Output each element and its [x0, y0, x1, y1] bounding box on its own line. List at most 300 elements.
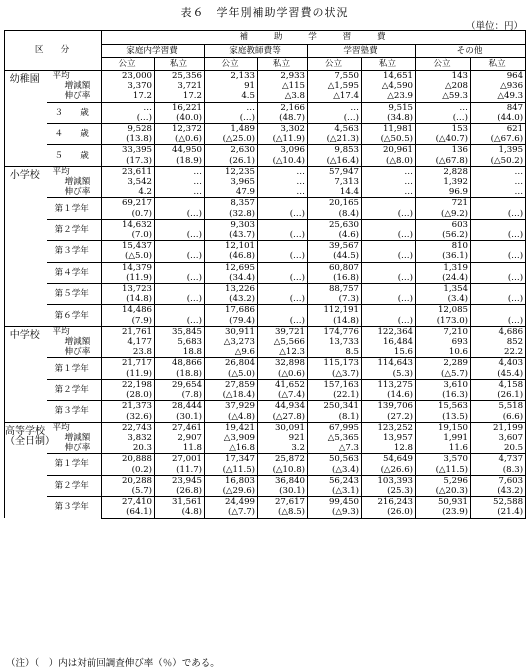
cell-value: 20,165 — [308, 198, 362, 209]
summary-row — [5, 433, 526, 443]
cell-value: … — [416, 102, 471, 113]
cell-rate: (45.4) — [471, 369, 526, 380]
row-label-rate: 伸び率 — [47, 91, 102, 102]
cell-rate: (14.8) — [102, 294, 155, 305]
group-row — [5, 145, 526, 156]
cell-rate: (…) — [258, 273, 308, 284]
cell-value: 14,379 — [102, 262, 155, 273]
summary-row — [5, 177, 526, 187]
cell-rate: (16.8) — [308, 273, 362, 284]
cell-value: 25,872 — [258, 454, 308, 465]
cell-rate: (18.8) — [155, 369, 205, 380]
cell-rate: (26.8) — [155, 486, 205, 497]
group-label: 第２学年 — [47, 219, 102, 240]
cell-value: 5,518 — [471, 401, 526, 412]
cell-rate: (7.3) — [308, 294, 362, 305]
cell-value: … — [471, 177, 526, 187]
cell-value: 1,392 — [416, 177, 471, 187]
cell-rate: (△3.4) — [308, 465, 362, 476]
table-header — [5, 31, 526, 71]
cell-value: 18.8 — [155, 347, 205, 358]
cell-value: 3,302 — [258, 124, 308, 135]
cell-value: 216,243 — [362, 497, 416, 508]
cell-rate: (18.9) — [155, 156, 205, 167]
cell-value: 3,570 — [416, 454, 471, 465]
cell-rate: (…) — [471, 316, 526, 327]
cell-value: 157,163 — [308, 379, 362, 390]
cell-rate: (…) — [102, 113, 155, 124]
cell-value: 69,217 — [102, 198, 155, 209]
cell-value — [155, 262, 205, 273]
cell-value: 9,853 — [308, 145, 362, 156]
cell-rate: (△20.3) — [416, 486, 471, 497]
cell-value — [258, 198, 308, 209]
cell-value: △936 — [471, 81, 526, 91]
cell-value: 15,437 — [102, 241, 155, 252]
cell-value: 20.5 — [471, 443, 526, 454]
cell-rate: (30.1) — [155, 412, 205, 423]
cell-value: … — [308, 102, 362, 113]
cell-rate: (△67.6) — [471, 134, 526, 145]
cell-rate: (43.2) — [205, 294, 258, 305]
cell-value: 67,995 — [308, 422, 362, 433]
cell-value: 847 — [471, 102, 526, 113]
cell-rate: (…) — [471, 251, 526, 262]
cell-value: … — [362, 166, 416, 177]
cell-rate: (△10.8) — [258, 465, 308, 476]
cell-value: 12.8 — [362, 443, 416, 454]
cell-value: 57,947 — [308, 166, 362, 177]
cell-rate: (…) — [258, 251, 308, 262]
expenses-table-wrapper — [4, 30, 526, 519]
cell-value: 19,150 — [416, 422, 471, 433]
cell-value: … — [155, 166, 205, 177]
cell-value: 30,911 — [205, 326, 258, 337]
row-label-avg: 平均 — [47, 326, 102, 337]
cell-value: 13,226 — [205, 284, 258, 295]
group-label: 第２学年 — [47, 475, 102, 496]
cell-value — [471, 219, 526, 230]
cell-rate: (△29.6) — [205, 486, 258, 497]
cell-rate: (…) — [258, 230, 308, 241]
cell-rate: (…) — [155, 294, 205, 305]
cell-rate: (△18.4) — [205, 390, 258, 401]
section-label-text: 中学校 — [9, 329, 40, 341]
cell-value: 8,357 — [205, 198, 258, 209]
cell-rate: (24.4) — [416, 273, 471, 284]
cell-value: 10.6 — [416, 347, 471, 358]
cell-rate: (11.9) — [102, 273, 155, 284]
cell-rate: (△7.7) — [205, 507, 258, 518]
cell-value: 23,611 — [102, 166, 155, 177]
cell-value: 16,221 — [155, 102, 205, 113]
cell-rate: (△50.2) — [471, 156, 526, 167]
cell-value: 3,965 — [205, 177, 258, 187]
cell-value — [471, 284, 526, 295]
cell-rate: (△7.4) — [258, 390, 308, 401]
cell-rate: (11.7) — [155, 465, 205, 476]
group-row — [5, 401, 526, 412]
cell-rate: (△8.0) — [362, 156, 416, 167]
cell-rate: (21.4) — [471, 507, 526, 518]
summary-row — [5, 337, 526, 347]
cell-rate: (△16.4) — [308, 156, 362, 167]
cell-value: △59.3 — [416, 91, 471, 102]
cell-value — [155, 219, 205, 230]
cell-value: 2,166 — [258, 102, 308, 113]
cell-value: 621 — [471, 124, 526, 135]
cell-value: 54,649 — [362, 454, 416, 465]
cell-value: 7,603 — [471, 475, 526, 486]
group-row — [5, 454, 526, 465]
sub-header-public: 公立 — [102, 58, 155, 71]
group-label: ４ 歳 — [47, 124, 102, 145]
cell-value: 153 — [416, 124, 471, 135]
cell-value — [155, 198, 205, 209]
cell-value: 35,845 — [155, 326, 205, 337]
cell-value — [471, 262, 526, 273]
cell-value: 13,733 — [308, 337, 362, 347]
cell-value: 2,828 — [416, 166, 471, 177]
cell-value — [155, 284, 205, 295]
cell-value: 2,933 — [258, 71, 308, 82]
cell-value: 810 — [416, 241, 471, 252]
cell-rate: (4.6) — [308, 230, 362, 241]
cell-value: 721 — [416, 198, 471, 209]
cell-value: 1,319 — [416, 262, 471, 273]
cell-value: 4,563 — [308, 124, 362, 135]
cell-rate: (14.6) — [362, 390, 416, 401]
cell-value: △3,909 — [205, 433, 258, 443]
cell-rate: (17.3) — [102, 156, 155, 167]
cell-value: 41,652 — [258, 379, 308, 390]
cell-rate: (△4.8) — [205, 412, 258, 423]
section-label — [5, 326, 47, 422]
cell-value: 8.5 — [308, 347, 362, 358]
cell-value — [258, 241, 308, 252]
summary-row — [5, 91, 526, 102]
cell-value: … — [471, 166, 526, 177]
cell-value: 17,686 — [205, 305, 258, 316]
cell-value: 32,898 — [258, 358, 308, 369]
section-label-text: 小学校 — [9, 169, 40, 181]
cell-value: 19,421 — [205, 422, 258, 433]
cell-rate: (△9.3) — [308, 507, 362, 518]
cell-value: △12.3 — [258, 347, 308, 358]
cell-value: 1,354 — [416, 284, 471, 295]
cell-rate: (34.4) — [205, 273, 258, 284]
cell-rate: (…) — [362, 273, 416, 284]
cell-value: 12,695 — [205, 262, 258, 273]
cell-rate: (△27.8) — [258, 412, 308, 423]
cell-value: 22,743 — [102, 422, 155, 433]
cell-value: 20,888 — [102, 454, 155, 465]
cell-rate: (△40.7) — [416, 134, 471, 145]
cell-rate: (…) — [362, 230, 416, 241]
cell-value: 60,807 — [308, 262, 362, 273]
group-row — [5, 198, 526, 209]
cell-value — [258, 262, 308, 273]
cell-rate: (5.3) — [362, 369, 416, 380]
group-label: 第６学年 — [47, 305, 102, 326]
cell-value: 136 — [416, 145, 471, 156]
row-label-inc: 増減額 — [47, 337, 102, 347]
cell-rate: (56.2) — [416, 230, 471, 241]
group-label: 第４学年 — [47, 262, 102, 283]
group-label: 第３学年 — [47, 241, 102, 262]
cell-value: △3.8 — [258, 91, 308, 102]
col-header-other: その他 — [416, 45, 526, 58]
cell-rate: (5.7) — [102, 486, 155, 497]
cell-value: 22,198 — [102, 379, 155, 390]
group-label: 第１学年 — [47, 358, 102, 379]
cell-value: 11.8 — [155, 443, 205, 454]
cell-value: … — [102, 102, 155, 113]
cell-value: 27,859 — [205, 379, 258, 390]
cell-value: 114,643 — [362, 358, 416, 369]
cell-rate: (6.6) — [471, 412, 526, 423]
cell-rate: (32.6) — [102, 412, 155, 423]
cell-value — [155, 305, 205, 316]
cell-rate: (40.0) — [155, 113, 205, 124]
cell-value: 12,085 — [416, 305, 471, 316]
group-label: 第１学年 — [47, 454, 102, 475]
section-label-sub: （全日制） — [5, 435, 55, 447]
cell-rate: (32.8) — [205, 209, 258, 220]
summary-row — [5, 422, 526, 433]
row-label-rate: 伸び率 — [47, 347, 102, 358]
summary-row — [5, 326, 526, 337]
cell-rate: (26.0) — [362, 507, 416, 518]
cell-rate: (79.4) — [205, 316, 258, 327]
cell-value — [155, 241, 205, 252]
cell-value: 12,372 — [155, 124, 205, 135]
cell-value: 37,929 — [205, 401, 258, 412]
cell-value: △3,273 — [205, 337, 258, 347]
cell-rate: (…) — [258, 316, 308, 327]
group-label: 第３学年 — [47, 401, 102, 422]
cell-value: △49.3 — [471, 91, 526, 102]
col-header-tutor: 家庭教師費等 — [205, 45, 308, 58]
cell-value: 96.9 — [416, 187, 471, 198]
group-row — [5, 305, 526, 316]
cell-rate: (△0.6) — [155, 134, 205, 145]
row-label-rate: 伸び率 — [47, 187, 102, 198]
cell-rate: (…) — [416, 113, 471, 124]
cell-rate: (16.3) — [416, 390, 471, 401]
cell-value: … — [258, 187, 308, 198]
cell-value: 20,961 — [362, 145, 416, 156]
group-row — [5, 379, 526, 390]
cell-value: 3,721 — [155, 81, 205, 91]
cell-value: 103,393 — [362, 475, 416, 486]
cell-value: 1,395 — [471, 145, 526, 156]
cell-rate: (43.7) — [205, 230, 258, 241]
cell-value: 30,091 — [258, 422, 308, 433]
group-row — [5, 475, 526, 486]
cell-value — [258, 305, 308, 316]
cell-rate: (…) — [155, 230, 205, 241]
group-row — [5, 497, 526, 508]
cell-value: 12,101 — [205, 241, 258, 252]
section-label — [5, 166, 47, 326]
cell-value: 4,158 — [471, 379, 526, 390]
cell-value: 25,356 — [155, 71, 205, 82]
cell-value: 48,866 — [155, 358, 205, 369]
cell-value: 852 — [471, 337, 526, 347]
cell-rate: (△3.7) — [308, 369, 362, 380]
cell-value: 50,931 — [416, 497, 471, 508]
cell-rate: (0.2) — [102, 465, 155, 476]
cell-value: 2,133 — [205, 71, 258, 82]
cell-value: 113,275 — [362, 379, 416, 390]
cell-value: 3,832 — [102, 433, 155, 443]
cell-rate: (44.0) — [471, 113, 526, 124]
cell-value: 88,757 — [308, 284, 362, 295]
cell-value: 23,000 — [102, 71, 155, 82]
cell-value: 122,364 — [362, 326, 416, 337]
row-label-inc: 増減額 — [47, 433, 102, 443]
cell-rate: (8.4) — [308, 209, 362, 220]
cell-rate: (…) — [471, 273, 526, 284]
cell-value: 21,199 — [471, 422, 526, 433]
cell-value: … — [471, 187, 526, 198]
cell-value: 7,313 — [308, 177, 362, 187]
cell-value: 91 — [205, 81, 258, 91]
cell-value — [471, 241, 526, 252]
group-row — [5, 284, 526, 295]
cell-value: 12,235 — [205, 166, 258, 177]
cell-value: 14,486 — [102, 305, 155, 316]
cell-value: 3,096 — [258, 145, 308, 156]
cell-value: 250,341 — [308, 401, 362, 412]
sub-header-private: 私立 — [155, 58, 205, 71]
cell-rate: (△5.7) — [416, 369, 471, 380]
section-label-text: 幼稚園 — [9, 74, 40, 85]
cell-value: 2,289 — [416, 358, 471, 369]
unit-label: （単位：円） — [465, 21, 523, 32]
cell-value: 56,243 — [308, 475, 362, 486]
cell-value: 22.2 — [471, 347, 526, 358]
cell-value: 603 — [416, 219, 471, 230]
cell-rate: (△25.0) — [205, 134, 258, 145]
cell-rate: (34.8) — [362, 113, 416, 124]
cell-value: 14,632 — [102, 219, 155, 230]
cell-rate: (46.8) — [205, 251, 258, 262]
sub-header-public: 公立 — [416, 58, 471, 71]
cell-value: 24,499 — [205, 497, 258, 508]
cell-value — [362, 241, 416, 252]
cell-value — [362, 219, 416, 230]
col-header-cram-school: 学習塾費 — [308, 45, 416, 58]
cell-rate: (…) — [258, 209, 308, 220]
cell-rate: (△10.4) — [258, 156, 308, 167]
cell-value: △115 — [258, 81, 308, 91]
cell-rate: (43.2) — [471, 486, 526, 497]
row-label-rate: 伸び率 — [47, 443, 102, 454]
cell-rate: (…) — [155, 316, 205, 327]
cell-value: 7,210 — [416, 326, 471, 337]
cell-rate: (…) — [205, 113, 258, 124]
summary-row — [5, 347, 526, 358]
summary-row — [5, 71, 526, 82]
cell-value: △9.6 — [205, 347, 258, 358]
cell-value: 921 — [258, 433, 308, 443]
sub-header-private: 私立 — [258, 58, 308, 71]
cell-value: 11.6 — [416, 443, 471, 454]
cell-rate: (…) — [155, 273, 205, 284]
cell-value: 29,654 — [155, 379, 205, 390]
section-label — [5, 422, 55, 518]
cell-rate: (4.8) — [155, 507, 205, 518]
cell-value: 3,370 — [102, 81, 155, 91]
cell-value: 28,444 — [155, 401, 205, 412]
group-label: ３ 歳 — [47, 102, 102, 123]
sub-header-public: 公立 — [205, 58, 258, 71]
cell-rate: (14.8) — [308, 316, 362, 327]
cell-rate: (7.0) — [102, 230, 155, 241]
cell-value: 39,567 — [308, 241, 362, 252]
summary-row — [5, 166, 526, 177]
cell-value: 123,252 — [362, 422, 416, 433]
cell-rate: (23.9) — [416, 507, 471, 518]
cell-value: 44,934 — [258, 401, 308, 412]
cell-value: … — [258, 177, 308, 187]
cell-value: 15,563 — [416, 401, 471, 412]
cell-value: 964 — [471, 71, 526, 82]
cell-value: 112,191 — [308, 305, 362, 316]
cell-value: 50,563 — [308, 454, 362, 465]
cell-value: △16.8 — [205, 443, 258, 454]
cell-value: 14.4 — [308, 187, 362, 198]
cell-rate: (△11.9) — [258, 134, 308, 145]
cell-rate: (△0.6) — [258, 369, 308, 380]
cell-value: 143 — [416, 71, 471, 82]
cell-rate: (△3.1) — [308, 486, 362, 497]
cell-value: 27,410 — [102, 497, 155, 508]
group-label: ５ 歳 — [47, 145, 102, 166]
cell-value: 3,607 — [471, 433, 526, 443]
cell-rate: (△8.5) — [258, 507, 308, 518]
cell-rate: (26.1) — [205, 156, 258, 167]
cell-value: 21,373 — [102, 401, 155, 412]
cell-value: 21,761 — [102, 326, 155, 337]
cell-rate: (△21.3) — [308, 134, 362, 145]
cell-rate: (…) — [155, 209, 205, 220]
cell-value: 16,484 — [362, 337, 416, 347]
row-label-inc: 増減額 — [47, 177, 102, 187]
cell-value: 31,561 — [155, 497, 205, 508]
cell-value: 16,803 — [205, 475, 258, 486]
cell-value: 7,550 — [308, 71, 362, 82]
cell-value: △1,595 — [308, 81, 362, 91]
cell-rate: (26.1) — [471, 390, 526, 401]
cell-value: 3.2 — [258, 443, 308, 454]
cell-rate: (13.8) — [102, 134, 155, 145]
cell-rate: (173.0) — [416, 316, 471, 327]
col-header-home-study: 家庭内学習費 — [102, 45, 205, 58]
cell-rate: (27.2) — [362, 412, 416, 423]
cell-value: 9,303 — [205, 219, 258, 230]
summary-row — [5, 443, 526, 454]
cell-value: △208 — [416, 81, 471, 91]
group-row — [5, 241, 526, 252]
row-label-avg: 平均 — [47, 166, 102, 177]
cell-value: 174,776 — [308, 326, 362, 337]
cell-value: 5,683 — [155, 337, 205, 347]
cell-value: 1,489 — [205, 124, 258, 135]
cell-value: 4,177 — [102, 337, 155, 347]
